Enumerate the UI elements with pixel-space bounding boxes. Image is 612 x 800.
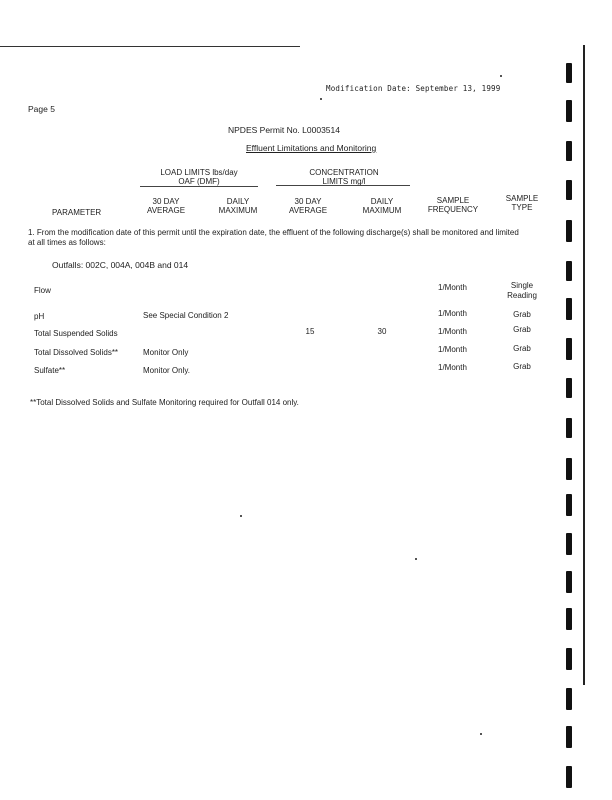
row-type: Grab <box>513 310 531 319</box>
col-load-30day-line2: AVERAGE <box>146 206 186 215</box>
scan-edge-mark <box>566 608 572 630</box>
col-conc-30day-line1: 30 DAY <box>294 197 322 206</box>
concentration-subheading: LIMITS mg/l <box>322 177 366 186</box>
col-frequency-line2: FREQUENCY <box>427 205 479 214</box>
scan-edge-mark <box>566 180 572 200</box>
load-limits-heading: LOAD LIMITS lbs/day <box>160 168 238 177</box>
row-frequency: 1/Month <box>438 345 467 354</box>
outfalls-list: Outfalls: 002C, 004A, 004B and 014 <box>52 260 189 270</box>
concentration-rule <box>276 185 410 186</box>
scan-edge-mark <box>566 418 572 438</box>
col-type-line1: SAMPLE <box>505 194 539 203</box>
concentration-heading: CONCENTRATION <box>309 168 379 177</box>
row-type: Grab <box>513 362 531 371</box>
scan-edge-mark <box>566 63 572 83</box>
row-type: Grab <box>513 344 531 353</box>
row-conc-max: 30 <box>377 327 387 336</box>
col-conc-daily <box>354 197 410 215</box>
load-limits-rule <box>140 186 258 187</box>
scan-edge-mark <box>566 688 572 710</box>
col-type-line2: TYPE <box>511 203 533 212</box>
row-type: Single <box>510 281 534 290</box>
col-conc-30day-line2: AVERAGE <box>288 206 328 215</box>
scan-speck <box>320 98 322 100</box>
section-title: Effluent Limitations and Monitoring <box>246 143 377 153</box>
row-load-note: Monitor Only. <box>143 366 190 375</box>
col-load-daily-line1: DAILY <box>226 197 250 206</box>
row-conc-avg: 15 <box>305 327 315 336</box>
row-frequency: 1/Month <box>438 363 467 372</box>
row-frequency: 1/Month <box>438 309 467 318</box>
scan-edge-mark <box>566 338 572 360</box>
row-parameter: Total Dissolved Solids** <box>34 348 119 357</box>
col-load-30day <box>138 197 194 215</box>
scan-edge-mark <box>566 571 572 593</box>
intro-line-1: 1. From the modification date of this permit until the expiration date, the effluent of the following discharge(s) shall be monitored and limited <box>28 228 519 237</box>
scan-edge-mark <box>566 494 572 516</box>
intro-line-2: at all times as follows: <box>28 238 106 247</box>
row-type: Grab <box>513 325 531 334</box>
scan-speck <box>240 515 242 517</box>
row-parameter: pH <box>34 312 45 321</box>
col-conc-daily-line2: MAXIMUM <box>362 206 402 215</box>
scan-edge-mark <box>566 378 572 398</box>
permit-number: NPDES Permit No. L0003514 <box>228 125 340 135</box>
scan-edge-mark <box>566 261 572 281</box>
scan-edge-mark <box>566 648 572 670</box>
scan-edge-mark <box>566 766 572 788</box>
col-load-daily <box>210 197 266 215</box>
row-type-line2: Reading <box>507 291 537 300</box>
col-sample-frequency <box>420 196 486 214</box>
row-parameter: Flow <box>34 286 51 295</box>
page-number: Page 5 <box>28 104 55 114</box>
row-parameter: Sulfate** <box>34 366 66 375</box>
col-frequency-line1: SAMPLE <box>436 196 470 205</box>
scan-edge-mark <box>566 220 572 242</box>
scan-top-line <box>0 46 300 47</box>
col-conc-30day <box>280 197 336 215</box>
scan-edge-mark <box>566 458 572 480</box>
row-frequency: 1/Month <box>438 327 467 336</box>
scan-edge-mark <box>566 533 572 555</box>
footnote: **Total Dissolved Solids and Sulfate Monitoring required for Outfall 014 only. <box>30 398 299 407</box>
load-limits-subheading: OAF (DMF) <box>178 177 220 186</box>
row-frequency: 1/Month <box>438 283 467 292</box>
col-load-30day-line1: 30 DAY <box>152 197 180 206</box>
modification-date: Modification Date: September 13, 1999 <box>326 84 501 93</box>
col-conc-daily-line1: DAILY <box>370 197 394 206</box>
scan-speck <box>415 558 417 560</box>
col-load-daily-line2: MAXIMUM <box>218 206 258 215</box>
scan-edge-line <box>583 45 585 685</box>
scan-speck <box>480 733 482 735</box>
scan-edge-mark <box>566 100 572 122</box>
row-load-note: See Special Condition 2 <box>143 311 229 320</box>
col-sample-type <box>496 194 548 212</box>
col-parameter: PARAMETER <box>52 208 102 217</box>
scan-edge-mark <box>566 298 572 320</box>
scan-edge-mark <box>566 726 572 748</box>
scan-edge-mark <box>566 141 572 161</box>
scan-speck <box>500 75 502 77</box>
row-parameter: Total Suspended Solids <box>34 329 118 338</box>
row-load-note: Monitor Only <box>143 348 189 357</box>
